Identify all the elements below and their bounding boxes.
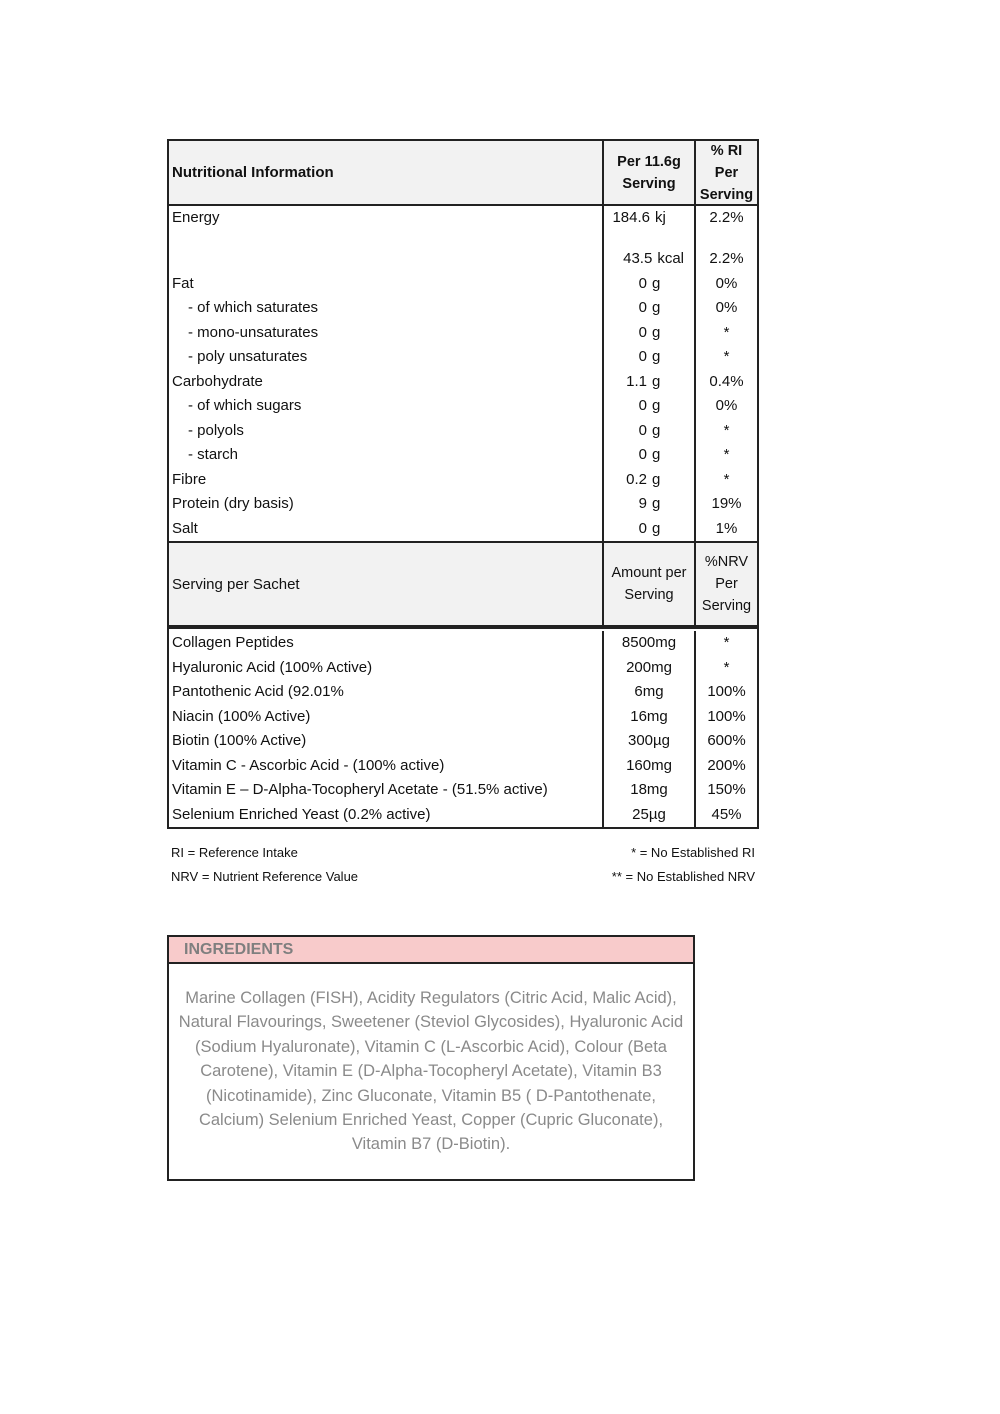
table-row [169,321,757,346]
table-row [169,296,757,321]
ingredient-amount: 16mg [602,705,694,730]
nutrient-ri: 0.4% [694,370,757,395]
nutrient-ri: * [694,321,757,346]
legend-no-ri: * = No Established RI [631,845,755,860]
serving-header [169,541,757,627]
nutrient-label: Carbohydrate [172,372,263,390]
ingredient-label: Selenium Enriched Yeast (0.2% active) [172,805,431,823]
ingredient-amount: 200mg [602,656,694,681]
ingredient-label: Vitamin C - Ascorbic Acid - (100% active) [172,756,445,774]
nutrient-amount: 0 g [602,443,694,468]
ri-header: % RI Per Serving [694,141,757,204]
nutrient-label: Salt [172,519,198,537]
nutrient-amount: 9 g [602,492,694,517]
table-row [169,754,757,779]
table-row [169,492,757,517]
nutrition-rows [169,206,757,541]
nutrient-amount: 1.1 g [602,370,694,395]
nrv-header: %NRV Per Serving [694,543,757,625]
ingredient-amount: 300µg [602,729,694,754]
serving-rows [169,627,757,827]
table-row [169,705,757,730]
legend-no-nrv: ** = No Established NRV [611,869,755,884]
ingredient-nrv: 100% [694,680,757,705]
nutrient-label: - of which sugars [188,397,302,414]
table-row [169,468,757,493]
nutrient-ri: * [694,345,757,370]
nutrient-label [169,247,602,272]
nutrient-ri: 0% [694,296,757,321]
nutrient-ri: 1% [694,517,757,542]
nutrient-amount: 184.6 kj [602,206,694,247]
nutrition-table [167,139,759,829]
nutrient-label: - poly unsaturates [188,348,308,365]
nutrient-label: Fibre [172,470,207,488]
table-row [169,247,757,272]
ingredients-box [167,935,695,1181]
ingredients-text [169,964,693,1157]
ingredient-label: Pantothenic Acid (92.01% [172,683,344,700]
ingredients-title: INGREDIENTS [169,937,693,964]
table-row [169,631,757,656]
ingredients-line: Vitamin B7 (D-Biotin). [351,1135,511,1154]
nutrient-ri: 0% [694,394,757,419]
ingredient-label: Hyaluronic Acid (100% Active) [172,658,373,676]
nutrient-ri: 2.2% [694,206,757,247]
nutrient-ri: * [694,468,757,493]
nutrient-amount: 0 g [602,345,694,370]
nutrient-label: - mono-unsaturates [188,323,319,341]
nutrient-ri: 19% [694,492,757,517]
nutrient-amount: 0 g [602,272,694,297]
table-row [169,803,757,828]
ingredient-amount: 6mg [602,680,694,705]
ingredient-label: Niacin (100% Active) [172,707,311,725]
table-row [169,517,757,542]
nutrient-ri: 2.2% [694,247,757,272]
nutrient-amount: 0 g [602,321,694,346]
ingredient-nrv: 200% [694,754,757,779]
ingredients-line: Marine Collagen (FISH), Acidity Regulators (Citric Acid, Malic Acid), [185,989,677,1007]
nutrient-amount: 0 g [602,517,694,542]
nutrient-amount: 0 g [602,419,694,444]
table-row [169,680,757,705]
ingredient-label: Collagen Peptides [172,634,294,651]
ingredient-label: Biotin (100% Active) [172,732,307,749]
ingredients-line: Carotene), Vitamin E (D-Alpha-Tocopheryl Acetate), Vitamin B3 [200,1062,662,1081]
table-row [169,729,757,754]
ingredients-line: (Nicotinamide), Zinc Gluconate, Vitamin B5 ( D-Pantothenate, [206,1086,656,1105]
nutrition-header-title: Nutritional Information [172,164,334,181]
nutrient-amount: 0 g [602,394,694,419]
ingredients-line: (Sodium Hyaluronate), Vitamin C (L-Ascorbic Acid), Colour (Beta [195,1037,667,1056]
ingredients-line: Natural Flavourings, Sweetener (Steviol Glycosides), Hyaluronic Acid [178,1013,684,1032]
table-row [169,443,757,468]
nutrient-label: - polyols [188,421,244,439]
serving-header-title: Serving per Sachet [172,575,300,593]
nutrient-ri: * [694,443,757,468]
table-row [169,370,757,395]
legend-nrv: NRV = Nutrient Reference Value [171,869,359,884]
per-serving-header: Per 11.6g Serving [602,141,694,204]
ingredient-nrv: 100% [694,705,757,730]
table-row [169,419,757,444]
ingredient-nrv: * [694,656,757,681]
table-row [169,394,757,419]
table-row [169,656,757,681]
nutrient-amount: 0.2 g [602,468,694,493]
nutrient-ri: * [694,419,757,444]
ingredient-amount: 18mg [602,778,694,803]
nutrient-label: Protein (dry basis) [172,495,294,512]
nutrient-label: Energy [172,209,220,226]
ingredient-nrv: 600% [694,729,757,754]
ingredient-amount: 25µg [602,803,694,828]
amount-per-serving-header: Amount per Serving [602,543,694,625]
nutrient-amount: 0 g [602,296,694,321]
nutrient-ri: 0% [694,272,757,297]
table-row [169,345,757,370]
ingredient-nrv: * [694,631,757,656]
nutrient-amount: 43.5 kcal [602,247,694,272]
nutrition-header [169,141,757,206]
ingredient-amount: 160mg [602,754,694,779]
nutrient-label: - of which saturates [188,299,319,316]
ingredients-line: Calcium) Selenium Enriched Yeast, Copper (Cupric Gluconate), [198,1111,664,1130]
table-row [169,206,757,247]
table-row [169,272,757,297]
nutrient-label: Fat [172,274,194,292]
nutrient-label: - starch [188,446,239,463]
ingredient-amount: 8500mg [602,631,694,656]
ingredient-label: Vitamin E – D-Alpha-Tocopheryl Acetate - (51.5% active) [172,781,548,798]
ingredient-nrv: 150% [694,778,757,803]
ingredient-nrv: 45% [694,803,757,828]
legend-ri: RI = Reference Intake [171,845,298,860]
table-row [169,778,757,803]
